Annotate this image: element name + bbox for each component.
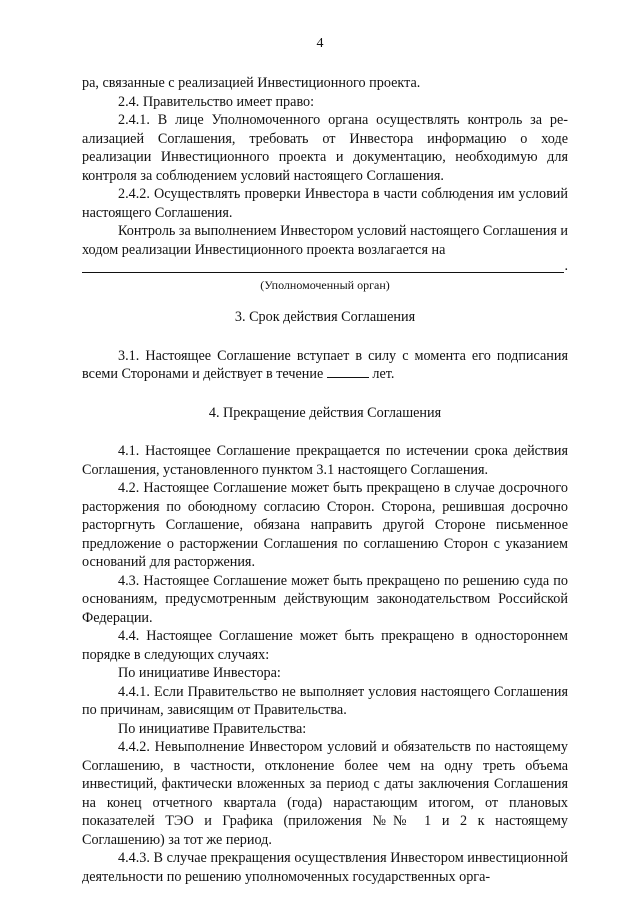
paragraph: 2.4.1. В лице Уполномоченного органа осуществлять контроль за ре-ализацией Соглашения, требовать от Инвестора информацию о ходе реализации Инвестиционного проекта и документацию, необходимую для контроля за соблюдением условий настоящего Соглашения. [82,112,568,184]
fill-in-blank-line [82,257,568,275]
paragraph: 4.2. Настоящее Соглашение может быть прекращено в случае досрочного расторжения по обоюдному согласию Сторон. Сторона, решившая досрочно расторгнуть Соглашение, обязана направить другой Стороне письменное предложение о расторжении Соглашения по соглашению Сторон с указанием оснований для расторжения. [82,480,568,570]
paragraph-text: лет. [372,366,395,382]
paragraph: По инициативе Инвестора: [118,665,281,681]
paragraph: ра, связанные с реализацией Инвестиционного проекта. [82,75,421,91]
paragraph: 2.4. Правительство имеет право: [118,93,315,110]
paragraph-text: 3.1. Настоящее Соглашение вступает в силу с момента его подписания всеми Сторонами и действует в течение [82,347,568,382]
paragraph: 4.4.2. Невыполнение Инвестором условий и обязательств по настоящему Соглашению, в частности, отклонение более чем на одну треть объема инвестиций, фактически вложенных за период с даты заключения Соглашения на конец отчетного квартала (года) нарастающим итогом, от плановых показателей ТЭО и Графика (приложения №№ 1 и 2 к настоящему Соглашению) за тот же период. [82,739,568,848]
paragraph: 4.1. Настоящее Соглашение прекращается по истечении срока действия Соглашения, установленного пунктом 3.1 настоящего Соглашения. [82,443,568,478]
section-heading-4: 4. Прекращение действия Соглашения [208,404,442,421]
paragraph: 4.4. Настоящее Соглашение может быть прекращено в одностороннем порядке в следующих случаях: [82,628,568,663]
underline-rule [82,272,564,273]
term-blank [327,365,369,378]
paragraph: 4.4.3. В случае прекращения осуществления Инвестором инвестиционной деятельности по решению уполномоченных государственных орга- [82,850,568,885]
blank-caption: (Уполномоченный орган) [260,278,390,292]
paragraph: 2.4.2. Осуществлять проверки Инвестора в части соблюдения им условий настоящего Соглашения. [82,186,568,221]
paragraph: По инициативе Правительства: [118,720,307,737]
document-body [82,74,568,886]
section-heading-3: 3. Срок действия Соглашения [234,309,416,325]
paragraph: Контроль за выполнением Инвестором условий настоящего Соглашения и ходом реализации Инвестиционного проекта возлагается на [82,223,568,258]
page-number: 4 [316,36,324,51]
paragraph: 4.4.1. Если Правительство не выполняет условия настоящего Соглашения по причинам, зависящим от Правительства. [82,683,568,718]
line-end-dot: . [564,257,568,274]
paragraph [82,347,568,384]
paragraph: 4.3. Настоящее Соглашение может быть прекращено по решению суда по основаниям, предусмотренным действующим законодательством Российской Федерации. [82,572,568,626]
